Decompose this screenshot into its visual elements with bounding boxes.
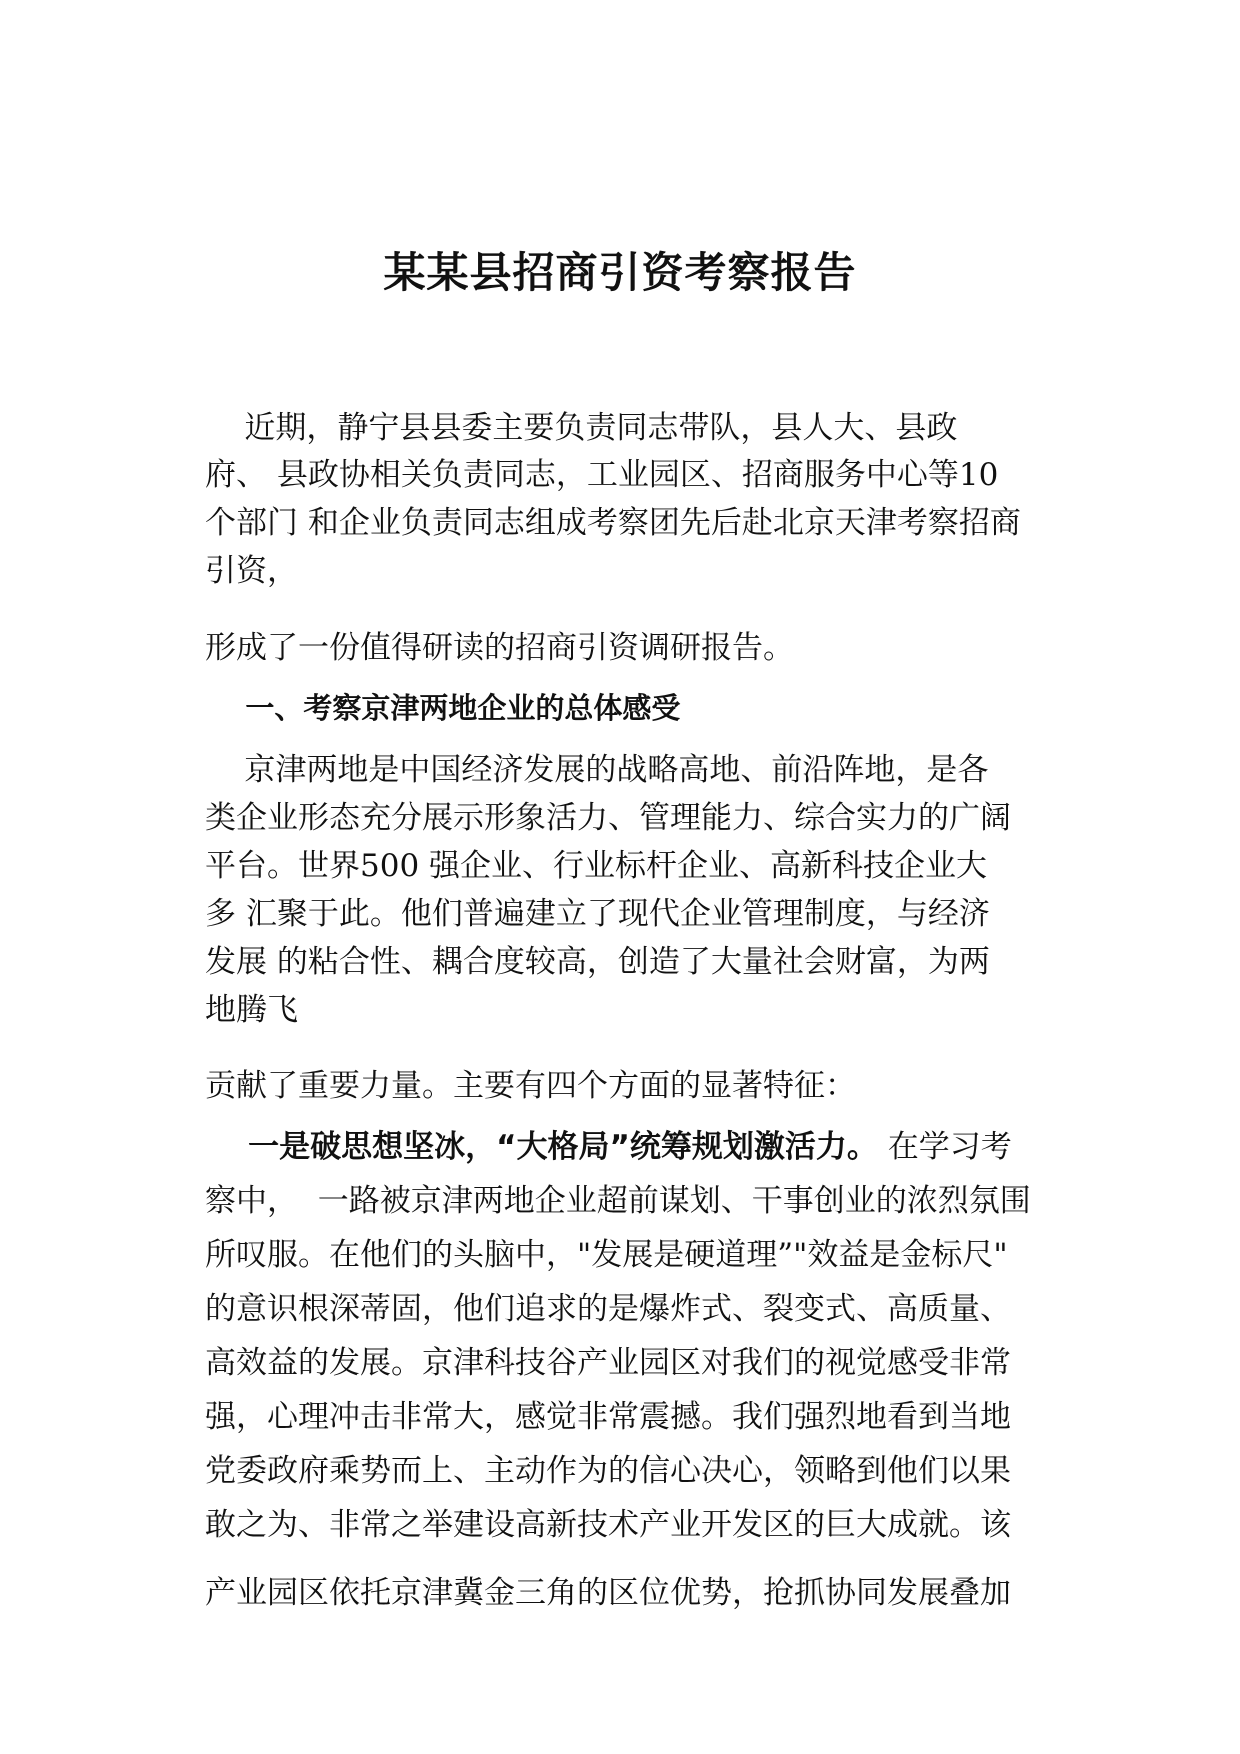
point1-line-9: 产业园区依托京津冀金三角的区位优势，抢抓协同发展叠加 [205,1575,1011,1611]
intro-line-5: 形成了一份值得研读的招商引资调研报告。 [205,630,794,666]
point1-line-4: 的意识根深蒂固，他们追求的是爆炸式、裂变式、高质量、 [205,1291,1011,1327]
section1-line-3: 平台。世界500 强企业、行业标杆企业、高新科技企业大 [205,848,988,884]
point1-first-line [205,1127,1012,1167]
point1-line-5: 高效益的发展。京津科技谷产业园区对我们的视觉感受非常 [205,1345,1011,1381]
section1-line-1: 京津两地是中国经济发展的战略高地、前沿阵地，是各 [205,752,989,788]
point1-line-2: 察中， 一路被京津两地企业超前谋划、干事创业的浓烈氛围 [205,1183,1031,1219]
point1-line-7: 党委政府乘势而上、主动作为的信心决心，领略到他们以果 [205,1453,1011,1489]
intro-line-2: 府、 县政协相关负责同志，工业园区、招商服务中心等10 [205,457,999,493]
point1-lead: 一是破思想坚冰，“大格局”统筹规划激活力。 [205,1129,878,1165]
point1-line-8: 敢之为、非常之举建设高新技术产业开发区的巨大成就。该 [205,1507,1011,1543]
intro-line-1: 近期，静宁县县委主要负责同志带队，县人大、县政 [205,410,958,446]
section1-line-6: 地腾飞 [205,992,298,1028]
intro-line-3: 个部门 和企业负责同志组成考察团先后赴北京天津考察招商 [205,505,1021,541]
point1-lead-tail: 在学习考 [877,1129,1012,1165]
document-title: 某某县招商引资考察报告 [383,248,857,297]
section1-line-2: 类企业形态充分展示形象活力、管理能力、综合实力的广阔 [205,800,1011,836]
section1-line-7: 贡献了重要力量。主要有四个方面的显著特征： [205,1068,856,1104]
section-heading-1: 一、考察京津两地企业的总体感受 [205,691,681,725]
intro-line-4: 引资， [205,553,298,589]
section1-line-5: 发展 的粘合性、耦合度较高，创造了大量社会财富，为两 [205,944,990,980]
section1-line-4: 多 汇聚于此。他们普遍建立了现代企业管理制度，与经济 [205,896,990,932]
point1-line-3: 所叹服。在他们的头脑中，"发展是硬道理”"效益是金标尺" [205,1237,1008,1273]
point1-line-6: 强，心理冲击非常大，感觉非常震撼。我们强烈地看到当地 [205,1399,1011,1435]
